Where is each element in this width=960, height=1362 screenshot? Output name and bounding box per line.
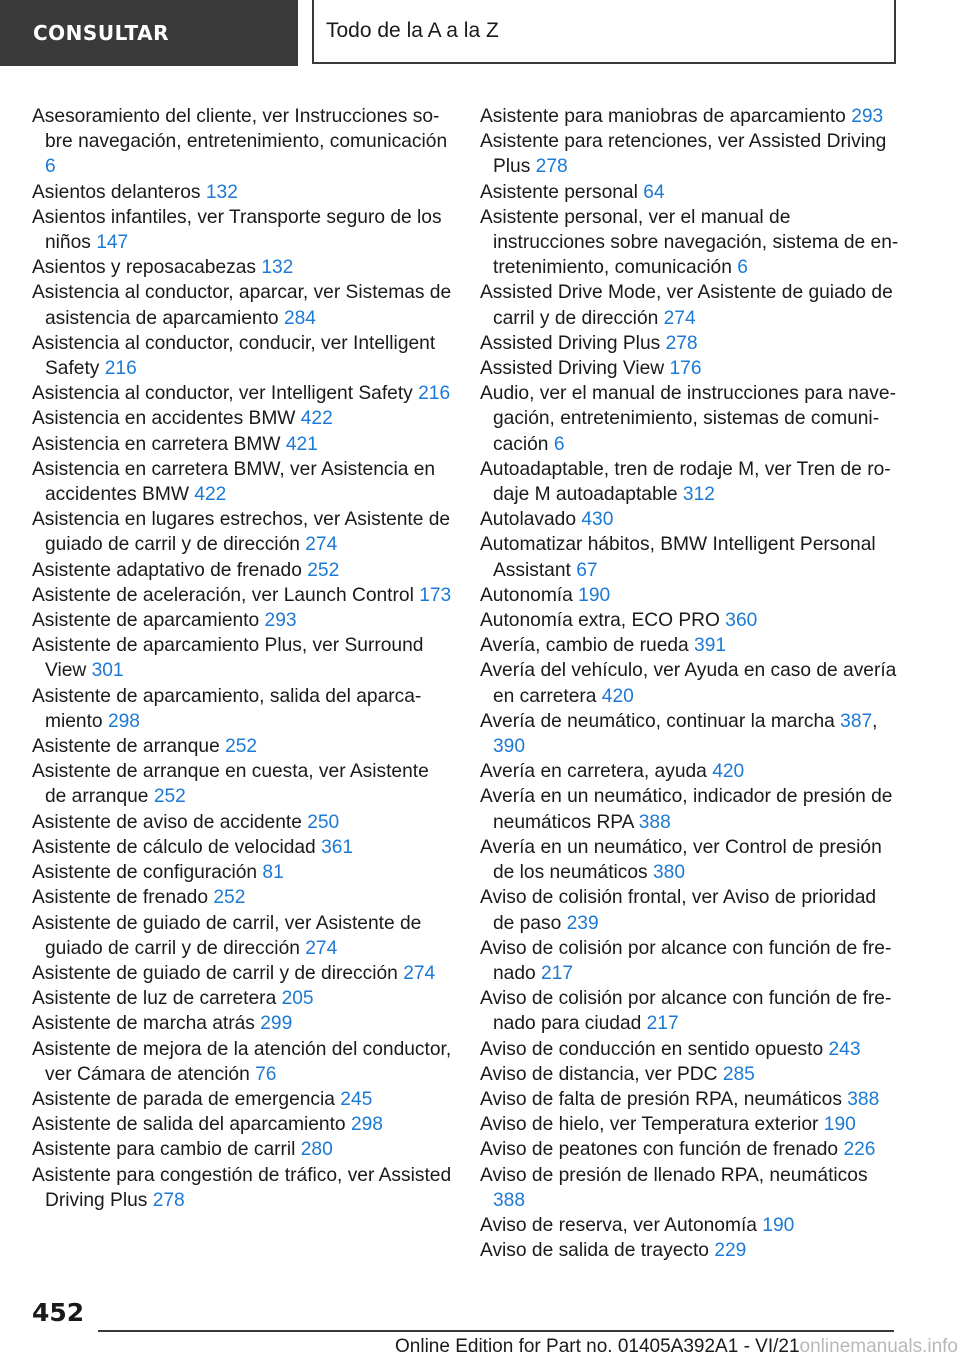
index-entry-text: Asistente para retenciones, ver Assisted Driving Plus	[480, 131, 887, 178]
footer-divider	[98, 1330, 894, 1332]
page-reference-link[interactable]: 284	[283, 307, 316, 329]
page-reference-link[interactable]: 252	[307, 559, 340, 581]
footer-watermark: onlinemanuals.info	[799, 1336, 958, 1357]
index-entry	[32, 583, 452, 608]
page-reference-link[interactable]: 360	[725, 610, 758, 632]
index-entry	[480, 356, 900, 381]
index-entry-text: Asistente para cambio de carril	[32, 1139, 296, 1161]
index-entry-text: Aviso de colisión frontal, ver Aviso de prioridad de paso	[480, 887, 877, 934]
page-reference-link[interactable]: 252	[225, 736, 258, 758]
index-entry	[32, 911, 452, 961]
index-entry	[480, 180, 900, 205]
chapter-header	[312, 0, 896, 64]
index-entry	[480, 986, 900, 1036]
index-entry-text: Aviso de peatones con función de frenado	[480, 1139, 839, 1161]
page-reference-link[interactable]: 421	[285, 433, 318, 455]
footer	[0, 1336, 958, 1358]
page-reference-link[interactable]: 422	[194, 484, 227, 506]
index-entry	[480, 658, 900, 708]
index-entry-text: Autonomía	[480, 584, 573, 606]
index-entry	[480, 885, 900, 935]
index-entry	[32, 1037, 452, 1087]
page-reference-link[interactable]: 430	[581, 509, 614, 531]
index-entry	[480, 280, 900, 330]
index-entry	[32, 180, 452, 205]
page-reference-link[interactable]: 173	[419, 584, 452, 606]
index-entry-text: Autoadaptable, tren de rodaje M, ver Tren de rodaje M autoadaptable	[480, 458, 891, 506]
page-reference-link[interactable]: 190	[762, 1214, 795, 1236]
page-reference-link[interactable]: 387	[840, 710, 873, 732]
index-entry-text: Asistente de aparcamiento, salida del aparcamiento	[32, 685, 422, 732]
chapter-title: Todo de la A a la Z	[326, 19, 499, 42]
page-reference-link[interactable]: 280	[300, 1139, 333, 1161]
page-number: 452	[32, 1298, 85, 1327]
index-entry-text: Avería en carretera, ayuda	[480, 761, 707, 783]
index-entry-text: Aviso de colisión por alcance con función de frenado	[480, 937, 892, 984]
index-entry-text: Asistente personal, ver el manual de instrucciones sobre navegación, sistema de entretenimiento, comunicación	[480, 206, 899, 279]
index-entry-text: Asistente para maniobras de aparcamiento	[480, 106, 846, 127]
index-entry	[32, 633, 452, 683]
page-reference-link[interactable]: 274	[403, 962, 436, 984]
page-reference-link[interactable]: 298	[107, 710, 140, 732]
index-entry-text: Autonomía extra, ECO PRO	[480, 610, 720, 632]
page-reference-link[interactable]: 67	[576, 559, 598, 581]
page-reference-link[interactable]: 81	[262, 862, 284, 884]
index-entry-text: Aviso de conducción en sentido opuesto	[480, 1038, 824, 1060]
index-entry	[32, 255, 452, 280]
index-entry-text: Assisted Driving View	[480, 358, 665, 380]
index-entry	[32, 810, 452, 835]
page-reference-link[interactable]: 217	[541, 962, 574, 984]
page-reference-link[interactable]: 216	[418, 383, 451, 405]
index-entry-text: Asistencia en carretera BMW, ver Asistencia en accidentes BMW	[32, 458, 436, 506]
section-title: CONSULTAR	[33, 21, 169, 45]
index-entry	[480, 205, 900, 281]
index-entry-text: Asistente de configuración	[32, 862, 258, 884]
index-entry	[32, 558, 452, 583]
index-entry	[32, 835, 452, 860]
index-column-left	[32, 104, 452, 1213]
index-entry-text: Avería en un neumático, ver Control de presión de los neumáticos	[480, 836, 882, 884]
page-reference-link[interactable]: 6	[553, 433, 565, 455]
page-reference-link[interactable]: 285	[722, 1063, 755, 1085]
index-entry-text: Assisted Drive Mode, ver Asistente de guiado de carril y de dirección	[480, 282, 893, 329]
index-entry-text: Asistente de marcha atrás	[32, 1013, 255, 1035]
index-entry-text: Avería, cambio de rueda	[480, 635, 689, 657]
page-reference-link[interactable]: 252	[153, 786, 186, 808]
page-reference-link[interactable]: 380	[653, 862, 686, 884]
page-reference-link[interactable]: 274	[663, 307, 696, 329]
index-entry-text: Asistente de arranque en cuesta, ver Asistente de arranque	[32, 761, 429, 808]
index-entry	[480, 532, 900, 582]
index-entry-text: Asistente de guiado de carril, ver Asistente de guiado de carril y de dirección	[32, 912, 422, 959]
index-entry-text: Asistente de aviso de accidente	[32, 811, 302, 833]
index-entry-text: Asistente adaptativo de frenado	[32, 559, 302, 581]
page-reference-link[interactable]: 226	[843, 1139, 876, 1161]
index-entry	[32, 1112, 452, 1137]
index-entry-text: Asistente personal	[480, 181, 638, 203]
index-entry-text: Asistente para congestión de tráfico, ver Assisted Driving Plus	[32, 1164, 452, 1211]
index-entry-text: Asistente de cálculo de velocidad	[32, 836, 316, 858]
page-reference-link[interactable]: 239	[566, 912, 599, 934]
index-entry	[32, 759, 452, 809]
index-entry-text: Asistente de aceleración, ver Launch Control	[32, 584, 414, 606]
page-reference-link[interactable]: 388	[493, 1189, 526, 1211]
index-entry	[480, 507, 900, 532]
index-entry-text: Asistencia en lugares estrechos, ver Asistente de guiado de carril y de dirección	[32, 509, 451, 556]
index-entry	[480, 1112, 900, 1137]
index-entry	[32, 432, 452, 457]
index-entry-text: Asistencia al conductor, conducir, ver Intelligent Safety	[32, 332, 436, 380]
index-entry	[32, 860, 452, 885]
index-entry-text: Asistencia al conductor, aparcar, ver Sistemas de asistencia de aparcamiento	[32, 282, 452, 329]
index-entry: Avería de neumático, continuar la marcha 387, 390	[480, 710, 878, 758]
index-entry	[32, 1163, 452, 1213]
page-reference-link[interactable]: 250	[307, 811, 340, 833]
page-reference-link[interactable]: 147	[96, 232, 129, 254]
index-entry	[480, 381, 900, 457]
page-reference-link[interactable]: 64	[643, 181, 665, 203]
index-entry-text: Aviso de falta de presión RPA, neumáticos	[480, 1088, 842, 1110]
index-entry	[32, 986, 452, 1011]
index-entry-text: Asientos y reposacabezas	[32, 257, 256, 279]
page-reference-link[interactable]: 190	[578, 584, 611, 606]
index-entry-text: Asistencia al conductor, ver Intelligent Safety	[32, 383, 413, 405]
footer-edition: Online Edition for Part no. 01405A392A1 - VI/21	[395, 1336, 800, 1357]
page-reference-link[interactable]: 420	[601, 685, 634, 707]
index-entry	[32, 104, 452, 180]
index-entry-text: Asistencia en accidentes BMW	[32, 408, 296, 430]
index-entry	[32, 885, 452, 910]
page-reference-link[interactable]: 301	[91, 660, 124, 682]
index-entry	[32, 1087, 452, 1112]
page-reference-link[interactable]: 229	[714, 1240, 747, 1262]
page-reference-link[interactable]: 190	[823, 1114, 856, 1136]
index-entry-text: Assisted Driving Plus	[480, 332, 661, 354]
page-reference-link[interactable]: 274	[305, 534, 338, 556]
page-reference-link[interactable]: 278	[535, 156, 568, 178]
page-reference-link[interactable]: 176	[669, 358, 702, 380]
index-entry-text: Asientos infantiles, ver Transporte seguro de los niños	[32, 206, 442, 254]
index-entry	[480, 759, 900, 784]
index-entry-text: Asesoramiento del cliente, ver Instrucciones sobre navegación, entretenimiento, comunicación	[32, 106, 448, 153]
index-entry-text: Asistente de salida del aparcamiento	[32, 1114, 346, 1136]
index-entry-text: Avería en un neumático, indicador de presión de neumáticos RPA	[480, 786, 893, 833]
index-entry	[480, 936, 900, 986]
index-entry-text: Aviso de hielo, ver Temperatura exterior	[480, 1114, 819, 1136]
page-reference-link[interactable]: 293	[851, 106, 884, 127]
index-entry	[480, 331, 900, 356]
page-reference-link[interactable]: 278	[665, 332, 698, 354]
index-entry	[32, 406, 452, 431]
index-entry	[480, 1163, 900, 1213]
index-entry-text: Asistente de luz de carretera	[32, 988, 277, 1010]
page-reference-link[interactable]: 388	[638, 811, 671, 833]
page-reference-link[interactable]: 422	[300, 408, 333, 430]
index-entry-text: Asistente de arranque	[32, 736, 220, 758]
page-reference-link[interactable]: 6	[737, 257, 748, 279]
page-reference-link[interactable]: 132	[205, 181, 238, 203]
page-reference-link[interactable]: 420	[712, 761, 745, 783]
index-entry	[32, 205, 452, 255]
page-reference-link[interactable]: 293	[264, 610, 297, 632]
page-reference-link[interactable]: 132	[261, 257, 294, 279]
index-entry	[480, 1037, 900, 1062]
index-entry	[32, 734, 452, 759]
index-entry	[32, 684, 452, 734]
index-entry	[480, 1137, 900, 1162]
page-reference-link[interactable]: 252	[213, 887, 246, 909]
index-entry-text: Avería del vehículo, ver Ayuda en caso de avería en carretera	[480, 660, 897, 707]
page-reference-link[interactable]: 243	[828, 1038, 861, 1060]
index-entry-text: Asistente de mejora de la atención del conductor, ver Cámara de atención	[32, 1038, 452, 1085]
index-column-right	[480, 104, 900, 1263]
index-entry-text: Aviso de salida de trayecto	[480, 1240, 709, 1262]
index-entry-text: Aviso de colisión por alcance con función de frenado para ciudad	[480, 988, 892, 1035]
index-entry	[480, 633, 900, 658]
page-reference-link[interactable]: 361	[321, 836, 354, 858]
index-entry	[32, 331, 452, 381]
index-entry	[32, 280, 452, 330]
index-entry	[32, 1011, 452, 1036]
page-reference-link[interactable]: 216	[104, 358, 137, 380]
index-entry-text: Asistente de aparcamiento Plus, ver Surround View	[32, 635, 424, 682]
page-reference-link[interactable]: 390	[493, 736, 526, 758]
page-reference-link[interactable]: 298	[350, 1114, 383, 1136]
page-reference-link[interactable]: 391	[694, 635, 727, 657]
page-reference-link[interactable]: 274	[305, 937, 338, 959]
index-entry	[32, 507, 452, 557]
index-entry	[480, 457, 900, 507]
page-reference-link[interactable]: 312	[682, 484, 715, 506]
page-reference-link[interactable]: 299	[260, 1013, 293, 1035]
section-tab	[0, 0, 298, 66]
page-reference-link[interactable]: 76	[255, 1063, 277, 1085]
index-entry-text: Asistente de guiado de carril y de dirección	[32, 962, 398, 984]
index-entry-text: Asistencia en carretera BMW	[32, 433, 281, 455]
index-entry	[32, 381, 452, 406]
index-entry	[480, 1062, 900, 1087]
index-entry-text: Autolavado	[480, 509, 577, 531]
index-entry	[32, 457, 452, 507]
index-entry	[480, 1087, 900, 1112]
index-entry	[32, 961, 452, 986]
page-reference-link[interactable]: 217	[646, 1013, 679, 1035]
index-entry-text: Automatizar hábitos, BMW Intelligent Personal Assistant	[480, 534, 876, 581]
index-entry-text: Aviso de presión de llenado RPA, neumáticos	[480, 1164, 868, 1186]
index-entry	[480, 1213, 900, 1238]
page-reference-link[interactable]: 388	[847, 1088, 880, 1110]
index-entry	[480, 583, 900, 608]
index-entry	[480, 1238, 900, 1263]
page-reference-link[interactable]: 245	[340, 1088, 373, 1110]
index-entry	[480, 835, 900, 885]
index-entry-text: Asientos delanteros	[32, 181, 201, 203]
index-entry	[480, 104, 900, 129]
index-entry	[480, 129, 900, 179]
index-entry-text: Asistente de aparcamiento	[32, 610, 260, 632]
page-reference-link[interactable]: 6	[45, 156, 56, 178]
index-entry	[32, 1137, 452, 1162]
page-reference-link[interactable]: 205	[281, 988, 314, 1010]
index-entry-text: Asistente de frenado	[32, 887, 209, 909]
index-entry-text: Audio, ver el manual de instrucciones para navegación, entretenimiento, sistemas de comunicación	[480, 383, 896, 455]
index-entry	[480, 608, 900, 633]
index-entry	[480, 784, 900, 834]
index-entry-text: Aviso de distancia, ver PDC	[480, 1063, 718, 1085]
index-entry	[32, 608, 452, 633]
index-entry-text: Asistente de parada de emergencia	[32, 1088, 335, 1110]
page-reference-link[interactable]: 278	[152, 1189, 185, 1211]
index-entry-text: Avería de neumático, continuar la marcha	[480, 710, 835, 732]
index-entry-text: Aviso de reserva, ver Autonomía	[480, 1214, 757, 1236]
